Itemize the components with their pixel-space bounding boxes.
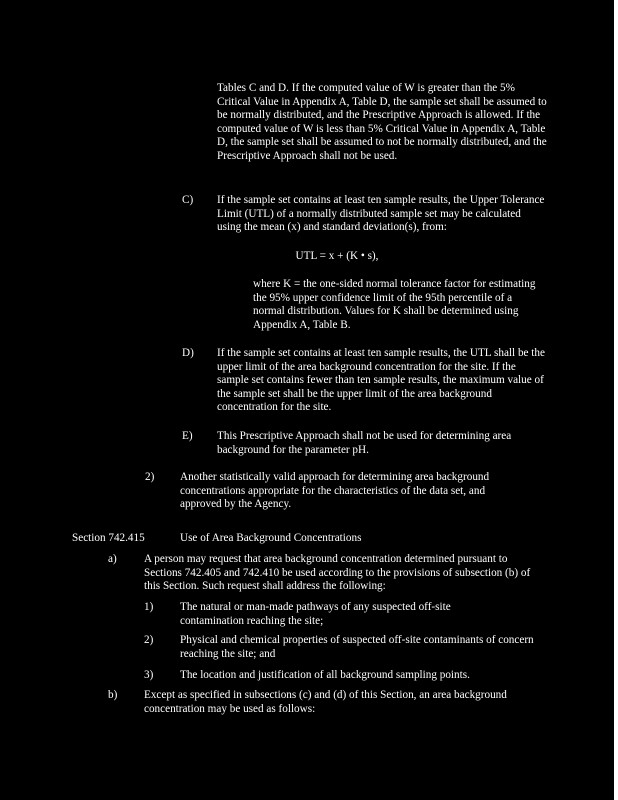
sub-b-text: Except as specified in subsections (c) and (d) of this Section, an area background concentration may be used as follows: [144, 689, 507, 715]
sub-a-item-3-label: 3) [144, 669, 154, 681]
sub-a-item-3-text: The location and justification of all background sampling points. [180, 669, 470, 681]
utl-formula: UTL = x + (K • s), [295, 250, 379, 262]
sub-a-item-1-label: 1) [144, 601, 154, 613]
item-2-label: 2) [145, 471, 155, 483]
item-d-text: If the sample set contains at least ten sample results, the UTL shall be the upper limit of the area background concentration for the site. If the sample set contains fewer than ten sample results, the maximum value of the sample set shall be the upper limit of the area background concentration for the site. [217, 347, 545, 414]
sub-b-label: b) [108, 689, 118, 701]
item-c-label: C) [182, 194, 194, 206]
section-title: Use of Area Background Concentrations [180, 532, 362, 544]
sub-a-text: A person may request that area background concentration determined pursuant to Sections 742.405 and 742.410 be used according to the provisions of subsection (b) of this Section. Such request shall address the following: [144, 553, 531, 593]
item-e-label: E) [182, 430, 193, 442]
page-edge-divider [614, 0, 618, 800]
intro-paragraph: Tables C and D. If the computed value of W is greater than the 5% Critical Value in Appendix A, Table D, the sample set shall be assumed to be normally distributed, and the Prescriptive Approach is allowed. If the computed value of W is less than 5% Critical Value in Appendix A, Table D, the sample set shall be assumed to not be normally distributed, and the Prescriptive Approach shall not be used. [217, 82, 547, 162]
item-c-text: If the sample set contains at least ten sample results, the Upper Tolerance Limit (UTL) of a normally distributed sample set may be calculated using the mean (x) and standard deviation(s), from: [217, 194, 545, 234]
item-e-text: This Prescriptive Approach shall not be used for determining area background for the parameter pH. [217, 430, 512, 456]
sub-a-item-2-label: 2) [144, 634, 154, 646]
section-number: Section 742.415 [72, 532, 145, 544]
item-2-text: Another statistically valid approach for determining area background concentrations appropriate for the characteristics of the data set, and approved by the Agency. [180, 471, 490, 511]
where-definition: where K = the one-sided normal tolerance factor for estimating the 95% upper confidence limit of the 95th percentile of a normal distribution. Values for K shall be determined using Appendix A, Table B. [253, 278, 536, 331]
sub-a-item-1-text: The natural or man-made pathways of any suspected off-site contamination reaching the site; [180, 601, 451, 627]
item-d-label: D) [182, 347, 194, 359]
sub-a-label: a) [108, 553, 117, 565]
sub-a-item-2-text: Physical and chemical properties of suspected off-site contaminants of concern reaching the site; and [180, 634, 534, 660]
